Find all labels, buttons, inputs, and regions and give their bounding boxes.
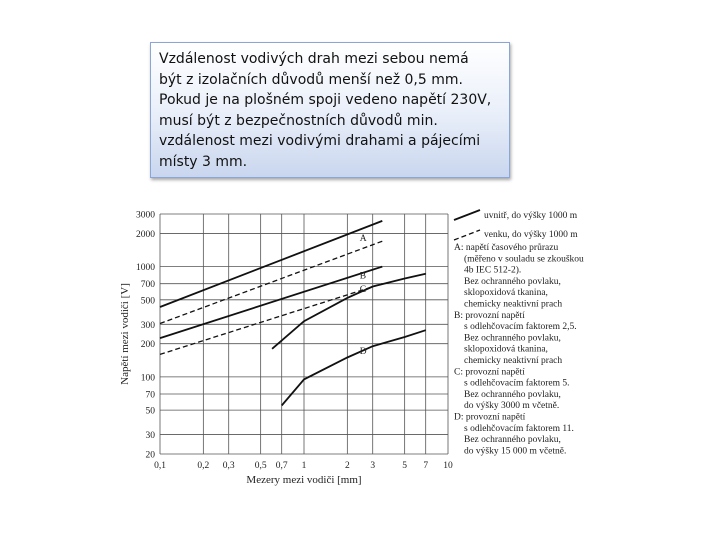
x-axis-label: Mezery mezi vodiči [mm] xyxy=(246,474,362,486)
y-tick-label: 2000 xyxy=(136,229,155,240)
legend-solid-label: uvnitř, do výšky 1000 m xyxy=(484,211,578,221)
x-tick-label: 0,3 xyxy=(222,461,235,471)
legend-entry-line: A: napětí časového průrazu xyxy=(454,243,559,253)
x-tick-label: 0,1 xyxy=(154,461,166,471)
curve-label-a: A xyxy=(359,234,367,245)
y-tick-label: 100 xyxy=(140,373,155,384)
legend-entry-line: Bez ochranného povlaku, xyxy=(464,435,561,446)
legend-entry-line: Bez ochranného povlaku, xyxy=(464,389,561,400)
y-tick-label: 50 xyxy=(145,406,155,417)
y-tick-label: 70 xyxy=(145,390,155,401)
series-line-a-dashed xyxy=(160,241,382,323)
y-tick-label: 3000 xyxy=(136,210,155,221)
y-tick-label: 300 xyxy=(140,320,155,331)
x-tick-label: 3 xyxy=(370,461,376,471)
x-tick-label: 7 xyxy=(423,461,429,471)
note-line: Vzdálenost vodivých drah mezi sebou nemá xyxy=(159,51,469,67)
legend-entry-line: s odlehčovacím faktorem 11. xyxy=(464,423,574,434)
legend-entry-line: s odlehčovacím faktorem 2,5. xyxy=(464,322,577,333)
note-line: být z izolačních důvodů menší než 0,5 mm. xyxy=(159,71,463,88)
x-tick-label: 10 xyxy=(443,461,453,471)
legend-dashed-label: venku, do výšky 1000 m xyxy=(484,230,578,240)
legend-entry-line: chemicky neaktivní prach xyxy=(464,299,563,310)
legend-solid-swatch xyxy=(454,210,480,220)
curve-label-d: D xyxy=(359,347,367,358)
legend-entry-line: B: provozní napětí xyxy=(454,310,525,321)
x-tick-label: 0,5 xyxy=(254,461,267,471)
info-note xyxy=(150,42,510,178)
legend-entry-line: sklopoxidová tkanina, xyxy=(464,344,548,355)
curve-labels xyxy=(360,234,367,357)
legend-entry-line: C: provozní napětí xyxy=(454,367,525,378)
legend-dashed-swatch xyxy=(454,230,480,240)
legend-entry-line: sklopoxidová tkanina, xyxy=(464,288,548,299)
legend-entry-line: do výšky 3000 m včetně. xyxy=(464,401,560,412)
legend-entry-line: chemicky neaktivní prach xyxy=(464,356,563,366)
legend-entry-line: Bez ochranného povlaku, xyxy=(464,333,561,344)
note-line: musí být z bezpečnostních důvodů min. xyxy=(159,112,438,129)
y-tick-label: 500 xyxy=(140,296,155,307)
note-line: Pokud je na plošném spoji vedeno napětí 230V, xyxy=(159,92,492,108)
curve-label-c: C xyxy=(359,284,367,295)
y-tick-label: 20 xyxy=(145,450,155,461)
legend-entry-line: Bez ochranného povlaku, xyxy=(464,276,561,287)
series-line-b-solid xyxy=(160,267,382,339)
y-tick-label: 200 xyxy=(140,340,155,351)
legend-entry-line: do výšky 15 000 m včetně. xyxy=(464,446,567,457)
x-tick-label: 5 xyxy=(402,461,408,471)
note-line: místy 3 mm. xyxy=(159,153,248,170)
legend-entry-line: D: provozní napětí xyxy=(454,412,526,423)
y-tick-label: 700 xyxy=(140,280,155,291)
series-lines xyxy=(160,221,426,406)
y-axis-label: Napětí mezi vodiči [V] xyxy=(119,283,131,385)
grid xyxy=(160,214,448,454)
legend-entry-line: s odlehčovacím faktorem 5. xyxy=(464,378,570,389)
x-tick-label: 1 xyxy=(301,461,307,471)
y-tick-label: 1000 xyxy=(136,263,155,274)
voltage-spacing-chart xyxy=(116,200,606,490)
legend-entry-line: (měřeno v souladu se zkouškou xyxy=(464,254,584,265)
curve-label-b: B xyxy=(359,271,367,282)
x-tick-label: 0,7 xyxy=(275,461,288,471)
tick-labels xyxy=(136,211,453,472)
x-tick-label: 2 xyxy=(344,461,350,471)
note-line: vzdálenost mezi vodivými drahami a pájecími xyxy=(159,133,481,149)
legend xyxy=(454,210,584,456)
legend-entry-line: 4b IEC 512-2). xyxy=(464,265,522,276)
y-tick-label: 30 xyxy=(145,431,155,442)
x-tick-label: 0,2 xyxy=(197,461,210,471)
